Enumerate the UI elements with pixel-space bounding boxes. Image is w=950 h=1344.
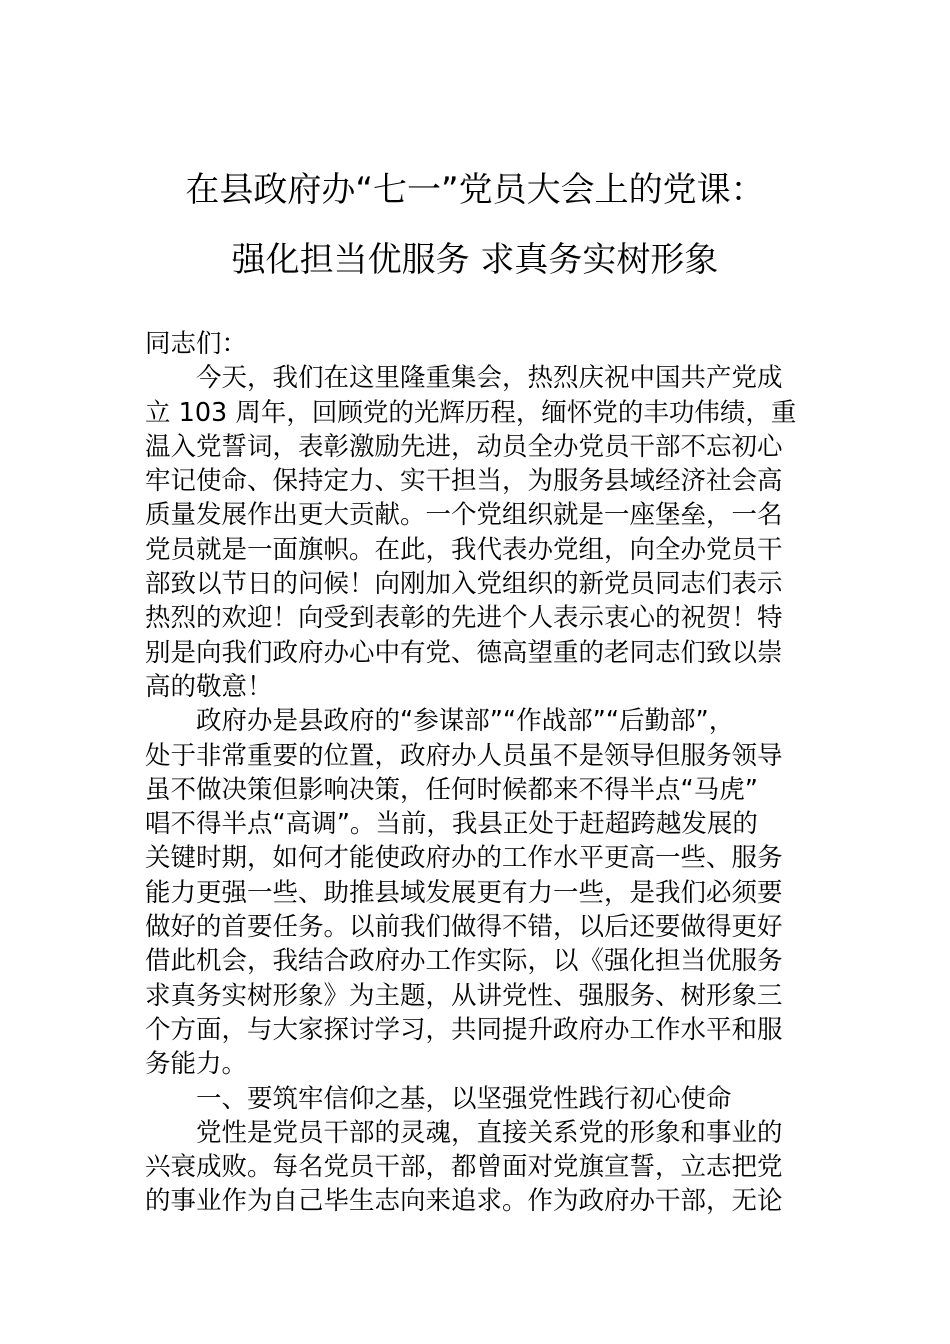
paragraph-line: 兴衰成败。每名党员干部，都曾面对党旗宣誓，立志把党: [145, 1152, 783, 1183]
paragraph-line: 质量发展作出更大贡献。一个党组织就是一座堡垒，一名: [145, 500, 783, 531]
paragraph-line: 今天，我们在这里隆重集会，热烈庆祝中国共产党成: [196, 363, 783, 394]
paragraph-line: 政府办是县政府的“参谋部”“作战部”“后勤部”，: [196, 706, 735, 737]
salutation: 同志们：: [145, 329, 248, 359]
paragraph-line: 借此机会，我结合政府办工作实际，以《强化担当优服务: [145, 946, 783, 977]
paragraph-line: 能力更强一些、助推县域发展更有力一些，是我们必须要: [145, 877, 783, 908]
paragraph-line: 的事业作为自己毕生志向来追求。作为政府办干部，无论: [145, 1186, 783, 1217]
paragraph-line: 个方面，与大家探讨学习，共同提升政府办工作水平和服: [145, 1014, 783, 1045]
paragraph-line: 求真务实树形象》为主题，从讲党性、强服务、树形象三: [145, 980, 783, 1011]
section-heading: 一、要筑牢信仰之基，以坚强党性践行初心使命: [196, 1083, 732, 1114]
paragraph-line: 唱不得半点“高调”。当前，我县正处于赶超跨越发展的: [145, 809, 758, 840]
paragraph-line: 党员就是一面旗帜。在此，我代表办党组，向全办党员干: [145, 534, 783, 565]
paragraph-line: 牢记使命、保持定力、实干担当，为服务县域经济社会高: [145, 466, 783, 497]
document-title-line-2: 强化担当优服务 求真务实树形象: [231, 240, 719, 280]
paragraph-line: 热烈的欢迎！向受到表彰的先进个人表示衷心的祝贺！特: [145, 603, 783, 634]
paragraph-line: 虽不做决策但影响决策，任何时候都来不得半点“马虎”: [145, 774, 758, 805]
paragraph-line: 务能力。: [145, 1049, 248, 1080]
paragraph-line: 处于非常重要的位置，政府办人员虽不是领导但服务领导: [145, 740, 783, 771]
paragraph-line: 党性是党员干部的灵魂，直接关系党的形象和事业的: [196, 1117, 783, 1148]
paragraph-line: 立 103 周年，回顾党的光辉历程，缅怀党的丰功伟绩，重: [145, 397, 797, 428]
paragraph-line: 部致以节日的问候！向刚加入党组织的新党员同志们表示: [145, 569, 783, 600]
paragraph-line: 温入党誓词，表彰激励先进，动员全办党员干部不忘初心: [145, 431, 783, 462]
document-title-line-1: 在县政府办“七一”党员大会上的党课：: [185, 170, 765, 210]
paragraph-line: 关键时期，如何才能使政府办的工作水平更高一些、服务: [145, 843, 783, 874]
paragraph-line: 高的敬意！: [145, 671, 273, 702]
paragraph-line: 别是向我们政府办心中有党、德高望重的老同志们致以崇: [145, 637, 783, 668]
document-body: [145, 327, 807, 1219]
paragraph-line: 做好的首要任务。以前我们做得不错，以后还要做得更好: [145, 912, 783, 943]
